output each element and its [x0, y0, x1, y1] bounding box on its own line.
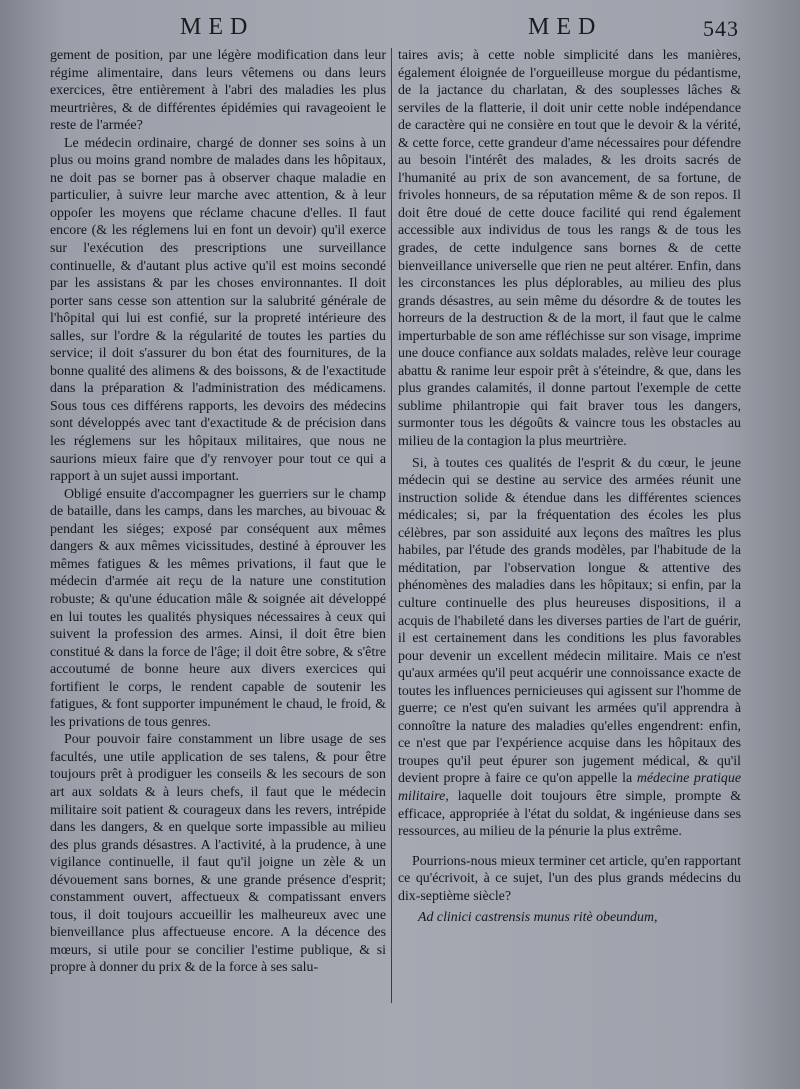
right-column [398, 47, 741, 927]
left-column [50, 47, 386, 977]
closing-paragraph: Pourrions-nous mieux terminer cet article, qu'en rapportant ce qu'écrivoit, à ce sujet, l'un des plus grands médecins du dix-septième siècle? [398, 853, 741, 904]
left-paragraph-2: Le médecin ordinaire, chargé de donner ses soins à un plus ou moins grand nombre de malades dans les hôpitaux, ne doit pas se borner pas à observer chaque maladie en particulier, à suivre leur marche avec attention, & à leur oppoſer les moyens que réclame chacune d'elles. Il faut encore (& les réglemens lui en font un devoir) qu'il exerce sur l'exécution des prescriptions une surveillance continuelle, & d'autant plus active qu'il est moins secondé par les assistans & par les choses environnantes. Il doit porter sans cesse son attention sur la salubrité générale de l'hôpital qui lui est confié, sur la propreté intérieure des salles, sur l'ordre & la régularité de toutes les parties du service; il doit s'assurer du bon état des fournitures, de la bonne qualité des alimens & des boissons, & de l'exactitude dans la préparation & l'administration des médicamens. Sous tous ces différens rapports, les devoirs des médecins sont développés avec tant d'exactitude & de précision dans les réglemens sur les hôpitaux militaires, que nous ne saurions mieux faire que d'y renvoyer pour tout ce qui a rapport à un sujet aussi important. [50, 135, 386, 485]
right-paragraph-2-end: , laquelle doit toujours être simple, prompte & efficace, appropriée à l'état du soldat, & ingénieuse dans ses ressources, au milieu de la pénurie la plus extrême. [398, 788, 741, 840]
page-number: 543 [703, 16, 739, 41]
right-paragraph-2 [398, 455, 741, 841]
running-head-right: MED [528, 14, 603, 40]
column-divider [391, 48, 392, 1003]
left-paragraph-1: gement de position, par une légère modification dans leur régime alimentaire, dans leurs vêtemens ou dans leurs exercices, être entièrement à l'abri des maladies les plus meurtrières, & de différentes épidémies qui ravageoient le reste de l'armée? [50, 48, 386, 134]
latin-quotation: Ad clinici castrensis munus ritè obeundum, [418, 910, 658, 926]
left-paragraph-3: Obligé ensuite d'accompagner les guerriers sur le champ de bataille, dans les camps, dans les marches, au bivouac & pendant les siéges; exposé par conséquent aux mêmes dangers & aux mêmes vicissitudes, destiné à éprouver les mêmes fatigues & les mêmes privations, il faut que le médecin d'armée ait reçu de la nature une constitution robuste; & qu'une éducation mâle & soignée ait développé en lui toutes les qualités physiques nécessaires à ceux qui suivent la profession des armes. Ainsi, il doit être bien constitué & dans la force de l'âge; il doit être sobre, & s'être accoutumé de bonne heure aux divers exercices qui fortifient le corps, le rendent capable de soutenir les fatigues, & font supporter impunément le chaud, le froid, & les privations de tous genres. [50, 486, 386, 730]
left-paragraph-4: Pour pouvoir faire constamment un libre usage de ses facultés, une utile application de ses talens, & pour être toujours prêt à prodiguer les conseils & les secours de son art aux soldats & à leurs chefs, il faut que le médecin militaire soit patient & courageux dans les revers, intrépide dans les dangers, & en quelque sorte impassible au milieu des plus grands désastres. A l'activité, à la prudence, à une vigilance continuelle, il faut qu'il joigne un zèle & un dévouement sans bornes, & une grande présence d'esprit; constamment ouvert, affectueux & compatissant envers tous, il doit toujours accueillir les malheureux avec une bienveillance plus affectueuse encore. A la décence des mœurs, si utile pour se concilier l'estime publique, & si propre à donner du prix & de la force à ses salu- [50, 732, 386, 976]
running-header [0, 14, 800, 44]
right-paragraph-2-text: Si, à toutes ces qualités de l'esprit & du cœur, le jeune médecin qui se destine au service des armées réunit une instruction solide & étendue dans les différentes sciences médicales; si, par la fréquentation des écoles les plus célèbres, par son assiduité aux leçons des maîtres les plus habiles, par l'étude des grands modèles, par l'habitude de la méditation, par l'observation longue & attentive des phénomènes des maladies dans les hôpitaux; si enfin, par la culture continuelle des plus heureuses dispositions, il a acquis de l'habileté dans les diverses parties de l'art de guérir, il est certainement dans les conditions les plus favorables pour devenir un excellent médecin militaire. Mais ce n'est qu'aux armées qu'il peut acquérir une connoissance exacte de toutes les influences pernicieuses qui agissent sur l'homme de guerre; ce n'est qu'en suivant les armées qu'il apprendra à connoître la nature des maladies qu'elles engendrent: enfin, ce n'est que par l'expérience acquise dans les hôpitaux des troupes qu'il peut épurer son jugement médical, & qu'il devient propre à faire ce qu'on appelle la [398, 455, 741, 787]
running-head-left: MED [180, 14, 255, 40]
right-paragraph-1: taires avis; à cette noble simplicité dans les manières, également éloignée de l'orgueilleuse morgue du pédantisme, de la jactance du charlatan, & des souplesses lâches & serviles de la flatterie, il doit unir cette noble indépendance de caractère qui ne consière en tout que le devoir & la vérité, & cette force, cette grandeur d'ame nécessaires pour défendre au besoin l'intérêt des malades, & les droits sacrés de l'humanité au prix de son avancement, de sa fortune, de frivoles honneurs, de sa réputation même & de son repos. Il doit être doué de cette douce facilité qui rend également accessible aux individus de tous les rangs & de tous les grades, de cette indulgence sans bornes & de cette bienveillance universelle que rien ne peut altérer. Enfin, dans les circonstances les plus déplorables, au milieu des plus grands désastres, au sein même du désordre & de toutes les horreurs de la destruction & de la mort, il faut que le calme imperturbable de son ame réfléchisse sur son visage, imprime une douce confiance aux soldats malades, relève leur courage abattu & ranime leur espoir prêt à s'éteindre, & que, dans les plus grandes calamités, il donne partout l'exemple de cette sublime philantropie qui fait braver tous les dangers, surmonter tous les dégoûts & vaincre tous les obstacles au milieu de la contagion la plus meurtrière. [398, 48, 741, 450]
medecine-pratique-militaire-term: médecine pratique militaire [398, 771, 741, 804]
